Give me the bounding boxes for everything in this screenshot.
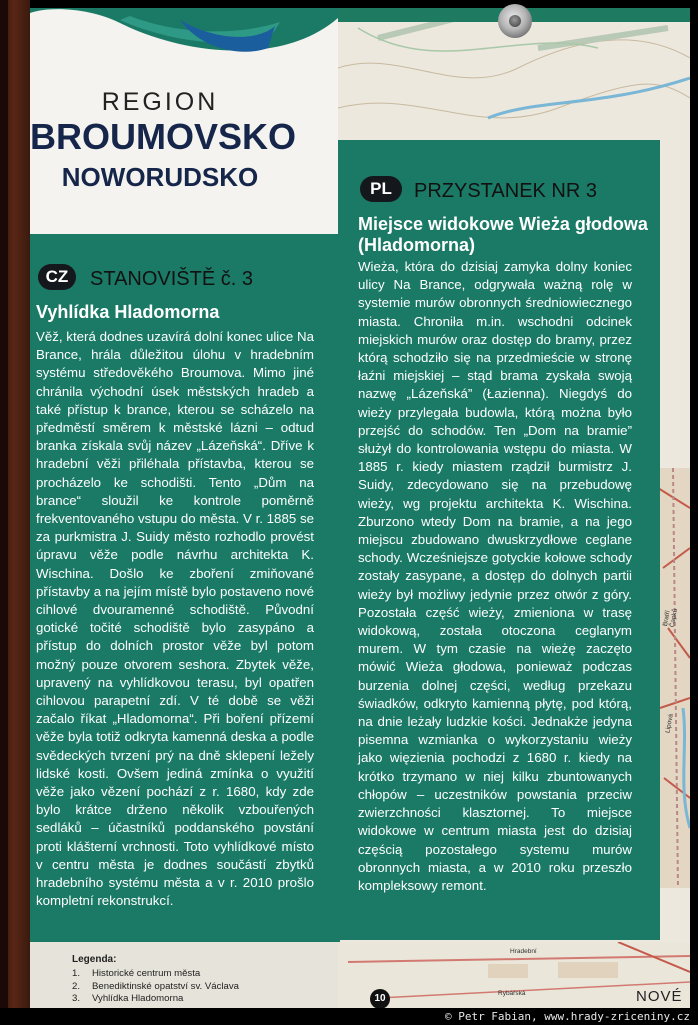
legend-item-label: Vyhlídka Hladomorna (92, 993, 184, 1004)
cz-language-badge: CZ (38, 264, 76, 290)
pl-stop-title: PRZYSTANEK NR 3 (414, 180, 597, 202)
region-label: REGION (101, 88, 219, 116)
legend-item-label: Historické centrum města (92, 968, 201, 979)
region-subname: NOWORUDSKO (61, 162, 259, 192)
map-legend (30, 942, 340, 1008)
legend-item-label: Benediktinské opatství sv. Václava (92, 980, 240, 992)
cz-stop-title: STANOVIŠTĚ č. 3 (90, 268, 253, 290)
polish-panel (338, 140, 660, 940)
street-label: Rybářská (498, 990, 526, 997)
legend-list (72, 968, 239, 1006)
legend-item (72, 981, 239, 994)
region-logo-swoosh (30, 8, 338, 88)
pl-language-badge: PL (360, 176, 402, 202)
frame-edge (0, 0, 8, 1025)
pl-heading: Miejsce widokowe Wieża głodowa (Hladomorna) (358, 214, 648, 255)
legend-item-number: 2. (72, 980, 81, 992)
pl-body-text: Wieża, która do dzisiaj zamyka dolny koniec ulicy Na Brance, odgrywała ważną rolę w systemie murów obronnych średniowiecznego miasta. Chroniła m.in. wschodni odcinek miejskich murów oraz dostęp do bramy, przez którą schodziło się na przedmieście w stronę łaźni miejskiej – stąd brama zyskała swoją nazwę „Lázeňská” (Łazienna). Niegdyś do wieży przylegała budowla, którą można było przejść do schodów. Ten „Dom na bramie” służył do kontrolowania wstępu do miasta. W 1885 r. kiedy miastem rządził burmistrz J. Suidy, zdecydowano się na przebudowę wieży, wg projektu architekta K. Wischina. Zburzono wtedy Dom na bramie, a na jego miejscu zbudowano dwuskrzydłowe ceglane schody. Wcześniejsze gotyckie kołowe schody zostały zasypane, a dostęp do dolnych partii wieży był możliwy jedynie przez otwór z góry. Pozostała część wieży, zmieniona w trasę widokową, została otoczona ceglanym murem. W tym czasie na wieżę zaczęto mówić Wieża głodowa, ponieważ podczas burzenia dolnej części, według przekazu świadków, odkryto kamienną płytę, pod którą, na dnie leżały ludzkie kości. Jednakże jedyna pisemna wzmianka o wykorzystaniu wieży jako więzienia pochodzi z 1680 r. kiedy na krótko trzymano w niej kilku zbuntowanych chłopów – uczestników powstania przeciw zwierzchności klasztornej. To miejsce widokowe w centrum miasta jest do dzisiaj częścią pozostałego systemu murów obronnych miasta, a w 2010 roku przeszło kompleksowy remont. (358, 259, 632, 893)
legend-item (72, 968, 239, 981)
cz-body-text: Věž, která dodnes uzavírá dolní konec ulice Na Brance, hrála důležitou úlohu v hradebním systému středověkého Broumova. Mimo jiné chránila východní úsek městských hradeb a také přístup k brance, kterou se scházelo na předměstí směrem k městské lázni – odtud branka získala svůj název „Lázeňská“. Dříve k hradební věži přiléhala přístavba, kterou se procházelo ke schodišti. Tento „Dům na brance“ sloužil ke kontrole poměrně frekventovaného vstupu do města. V r. 1885 se za purkmistra J. Suidy město rozhodlo provést úpravu věže podle návrhu architekta K. Wischina. Došlo ke zboření zmiňované přístavby a na jejím místě bylo postaveno nové cihlové dvouramenné schodiště. Původní gotické točité schodiště bylo zasypáno a přístup do dolních prostor věže byl potom možný pouze otvorem seshora. Zbytek věže, upravený na vyhlídkovou terasu, byl opatřen cihlovou parapetní zdí. V té době se věži začalo říkat „Hladomorna“. Při boření přízemí věže byla totiž odkryta kamenná deska a podle svědeckých tvrzení prý na dně sklepení ležely lidské kosti. Ovšem jediná zmínka o využití věže jako vězení pochází z r. 1680, kdy zde bylo krátce drženo několik vzbouřených sedláků – účastníků poddanského povstání proti klášterní vrchnosti. Toto vyhlídkové místo v centru města je dodnes součástí zbytků hradebního systému města a v r. 2010 prošlo kompletní rekonstrukcí. (36, 329, 314, 909)
legend-title: Legenda: (72, 954, 117, 965)
legend-item (72, 993, 239, 1006)
legend-item-number: 1. (72, 968, 81, 979)
region-name: BROUMOVSKO (30, 116, 297, 157)
information-board (30, 8, 690, 1008)
street-label: Bratří Čapků (661, 608, 680, 628)
map-town-label: NOVÉ (636, 988, 683, 1005)
czech-panel (30, 234, 340, 942)
cz-heading: Vyhlídka Hladomorna (36, 302, 220, 322)
street-label: Hradební (510, 948, 537, 955)
street-label: Lipová (664, 713, 675, 734)
page-number-badge: 10 (370, 989, 390, 1008)
copyright-notice: © Petr Fabian, www.hrady-zriceniny.cz (444, 1010, 690, 1023)
mounting-screw-icon (498, 4, 532, 38)
region-header (30, 8, 338, 234)
legend-item-number: 3. (72, 993, 81, 1004)
